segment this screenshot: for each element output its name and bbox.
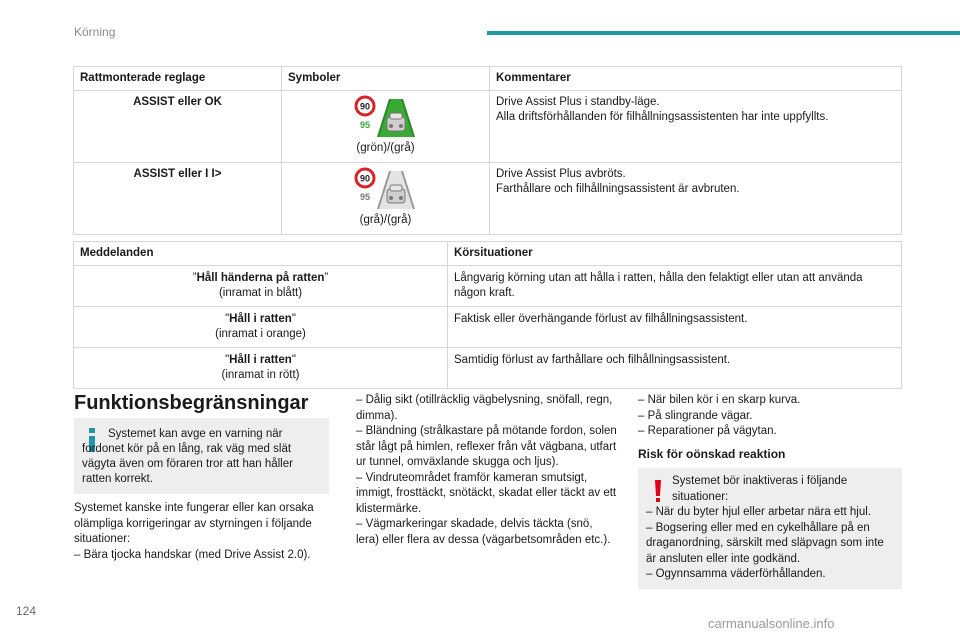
lane-assist-symbol-active — [354, 95, 418, 139]
quote-open: " — [225, 354, 230, 366]
column-header-messages: Meddelanden — [74, 242, 448, 266]
message-frame-note: (inramat in rött) — [221, 369, 300, 381]
quote-open: " — [225, 313, 230, 325]
set-speed-text: 90 — [359, 173, 370, 184]
list-item: – Vindruteområdet framför kameran smutsigt, immigt, frosttäckt, snötäckt, skadat eller täckt av ett klistermärke. — [356, 471, 617, 515]
message-cell — [74, 266, 448, 307]
info-text: Systemet kan avge en varning när fordonet kör på en lång, rak väg med slät vägyta även om föraren tror att han håller ratten korrekt. — [82, 428, 293, 485]
column-header-situations: Körsituationer — [448, 242, 902, 266]
messages-table-header-row — [74, 242, 902, 266]
column-header-comments: Kommentarer — [490, 67, 902, 91]
comment-cell — [490, 163, 902, 235]
watermark: carmanualsonline.info — [708, 616, 835, 631]
comment-line: Alla driftsförhållanden för filhållningsassistenten har inte uppfyllts. — [496, 111, 829, 123]
table-row — [74, 91, 902, 163]
table-row — [74, 307, 902, 348]
warning-box — [638, 468, 902, 589]
paragraph-line: Systemet kanske inte fungerar eller kan orsaka olämpliga korrigeringar av styrningen i följande situationer: — [74, 502, 314, 545]
table-row — [74, 163, 902, 235]
lane-assist-car-icon — [378, 171, 414, 209]
list-item: – Reparationer på vägytan. — [638, 425, 777, 437]
column-1-text — [74, 501, 332, 563]
header-accent-bar — [487, 31, 960, 35]
lane-assist-symbol-inactive — [354, 167, 418, 211]
message-cell — [74, 307, 448, 348]
controls-table-header-row — [74, 67, 902, 91]
list-item: – Bländning (strålkastare på mötande fordon, solen står lågt på himlen, reflexer från våt vägbana, utfart ur tunnel, omväxlande skugga och ljus). — [356, 425, 617, 468]
list-item: – Bära tjocka handskar (med Drive Assist 2.0). — [74, 548, 311, 561]
situation-cell: Långvarig körning utan att hålla i ratten, hålla den felaktigt eller utan att använda någon kraft. — [448, 266, 902, 307]
symbol-cell — [282, 91, 490, 163]
list-item: – Ogynnsamma väderförhållanden. — [646, 568, 826, 580]
quote-close: " — [291, 354, 296, 366]
risk-subtitle: Risk för oönskad reaktion — [638, 447, 786, 461]
quote-close: ” — [324, 272, 329, 284]
list-item: – Bogsering eller med en cykelhållare på en draganordning, särskilt med släpvagn som inte är ansluten eller inte godkänd. — [646, 521, 884, 565]
header-section-label: Körning — [74, 25, 116, 39]
messages-table — [73, 241, 902, 389]
page-number: 124 — [16, 604, 37, 618]
list-item: – Vägmarkeringar skadade, delvis täckta (snö, lera) eller flera av dessa (vägarbetsområden etc.). — [356, 518, 611, 546]
controls-table — [73, 66, 902, 235]
cruise-speed-text: 95 — [359, 120, 370, 130]
symbol-caption: (grå)/(grå) — [359, 214, 412, 226]
table-row — [74, 348, 902, 389]
column-header-symbols: Symboler — [282, 67, 490, 91]
warning-text — [646, 474, 894, 583]
comment-line: Farthållare och filhållningsassistent är avbruten. — [496, 183, 740, 195]
control-cell: ASSIST eller OK — [74, 91, 282, 163]
list-item: – När du byter hjul eller arbetar nära ett hjul. — [646, 506, 872, 518]
symbol-caption: (grön)/(grå) — [356, 142, 415, 154]
comment-line: Drive Assist Plus i standby-läge. — [496, 96, 660, 108]
comment-line: Drive Assist Plus avbröts. — [496, 168, 626, 180]
list-item: – När bilen kör i en skarp kurva. — [638, 394, 801, 406]
situation-cell: Samtidig förlust av farthållare och filhållningsassistent. — [448, 348, 902, 389]
column-header-controls: Rattmonterade reglage — [74, 67, 282, 91]
info-box — [74, 418, 329, 494]
section-title: Funktionsbegränsningar — [74, 392, 309, 414]
table-row — [74, 266, 902, 307]
column-2-text — [356, 393, 618, 548]
situation-cell: Faktisk eller överhängande förlust av filhållningsassistent. — [448, 307, 902, 348]
message-text: Håll händerna på ratten — [196, 272, 325, 284]
list-item: – Dålig sikt (otillräcklig vägbelysning, snöfall, regn, dimma). — [356, 394, 613, 422]
cruise-speed-text: 95 — [359, 192, 370, 202]
quote-open: ” — [192, 272, 197, 284]
quote-close: " — [291, 313, 296, 325]
set-speed-text: 90 — [359, 101, 370, 112]
control-cell: ASSIST eller I I> — [74, 163, 282, 235]
speed-limit-sign-icon — [356, 169, 374, 187]
symbol-cell — [282, 163, 490, 235]
column-3-text — [638, 393, 902, 440]
speed-limit-sign-icon — [356, 97, 374, 115]
message-text: Håll i ratten — [229, 354, 292, 366]
message-frame-note: (inramat i orange) — [215, 328, 306, 340]
lane-assist-car-icon — [378, 99, 414, 137]
message-frame-note: (inramat in blått) — [218, 287, 303, 299]
message-text: Håll i ratten — [229, 313, 292, 325]
comment-cell — [490, 91, 902, 163]
warning-intro: Systemet bör inaktiveras i följande situationer: — [672, 475, 848, 503]
message-cell — [74, 348, 448, 389]
list-item: – På slingrande vägar. — [638, 409, 753, 422]
